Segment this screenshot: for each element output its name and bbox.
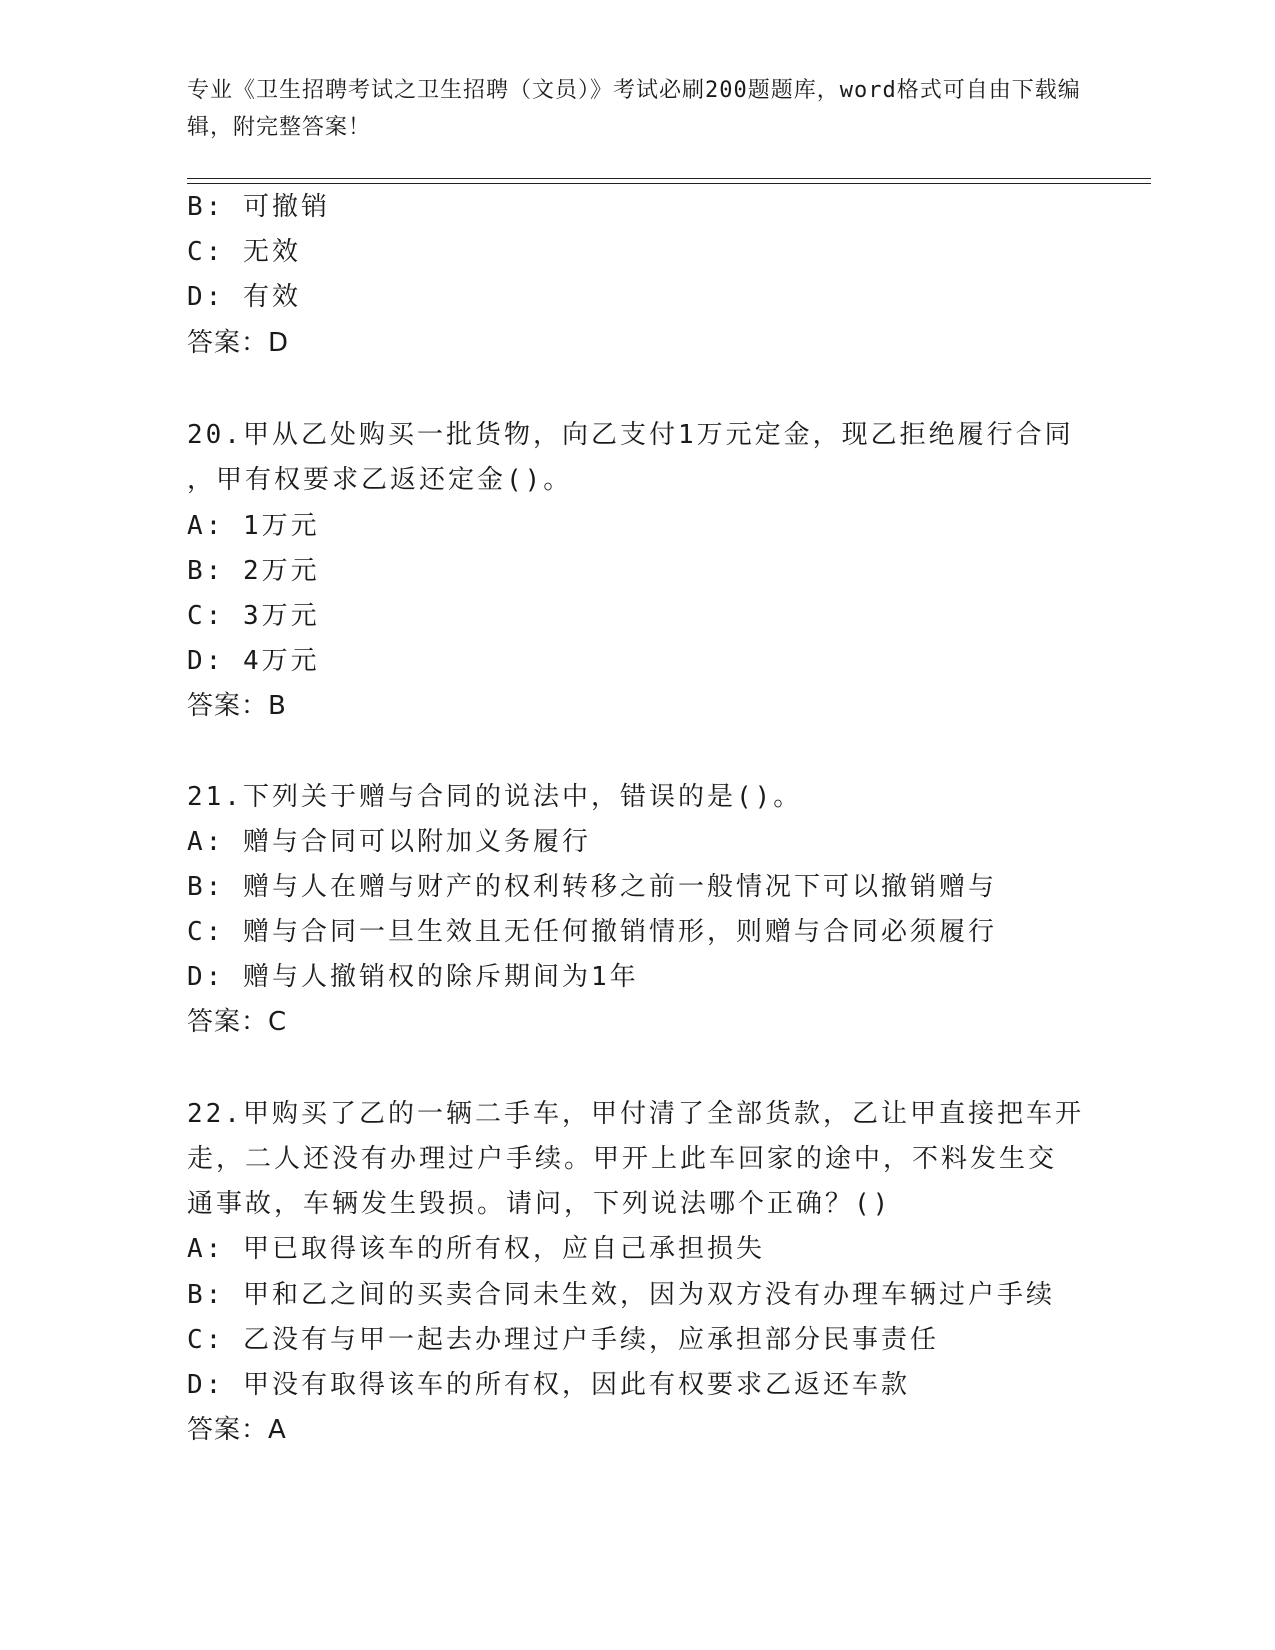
q19-option-d: D: 有效 [187, 282, 301, 312]
q21-option-a: A: 赠与合同可以附加义务履行 [187, 827, 591, 857]
q22-stem-line-2: 走，二人还没有办理过户手续。甲开上此车回家的途中，不料发生交 [187, 1144, 1058, 1174]
q22-option-d: D: 甲没有取得该车的所有权，因此有权要求乙返还车款 [187, 1370, 910, 1400]
q19-answer: 答案：D [187, 328, 290, 358]
q19-option-b: B: 可撤销 [187, 192, 330, 222]
q20-option-a: A: 1万元 [187, 511, 320, 541]
q19-option-c: C: 无效 [187, 237, 301, 267]
q22-option-c: C: 乙没有与甲一起去办理过户手续，应承担部分民事责任 [187, 1325, 939, 1355]
q21-answer: 答案：C [187, 1007, 288, 1037]
q21-stem: 21.下列关于赠与合同的说法中，错误的是()。 [187, 782, 803, 812]
q21-option-b: B: 赠与人在赠与财产的权利转移之前一般情况下可以撤销赠与 [187, 872, 997, 902]
q22-option-a: A: 甲已取得该车的所有权，应自己承担损失 [187, 1234, 765, 1264]
q22-option-b: B: 甲和乙之间的买卖合同未生效，因为双方没有办理车辆过户手续 [187, 1280, 1055, 1310]
q22-stem-line-3: 通事故，车辆发生毁损。请问，下列说法哪个正确？() [187, 1189, 892, 1219]
q22-stem-line-1: 22.甲购买了乙的一辆二手车，甲付清了全部货款，乙让甲直接把车开 [187, 1099, 1084, 1129]
document-header: 专业《卫生招聘考试之卫生招聘（文员）》考试必刷200题题库，word格式可自由下载编辑，附完整答案！ [187, 78, 1081, 140]
q20-stem-line-1: 20.甲从乙处购买一批货物，向乙支付1万元定金，现乙拒绝履行合同 [187, 420, 1074, 450]
q20-option-d: D: 4万元 [187, 646, 320, 676]
header-divider-top [187, 178, 1151, 179]
q20-stem-line-2: ，甲有权要求乙返还定金()。 [187, 465, 573, 495]
q22-answer: 答案：A [187, 1415, 287, 1445]
q20-option-c: C: 3万元 [187, 601, 320, 631]
q21-option-d: D: 赠与人撤销权的除斥期间为1年 [187, 962, 639, 992]
q20-option-b: B: 2万元 [187, 556, 320, 586]
header-divider-bottom [187, 183, 1151, 184]
q20-answer: 答案：B [187, 691, 287, 721]
q21-option-c: C: 赠与合同一旦生效且无任何撤销情形，则赠与合同必须履行 [187, 917, 997, 947]
